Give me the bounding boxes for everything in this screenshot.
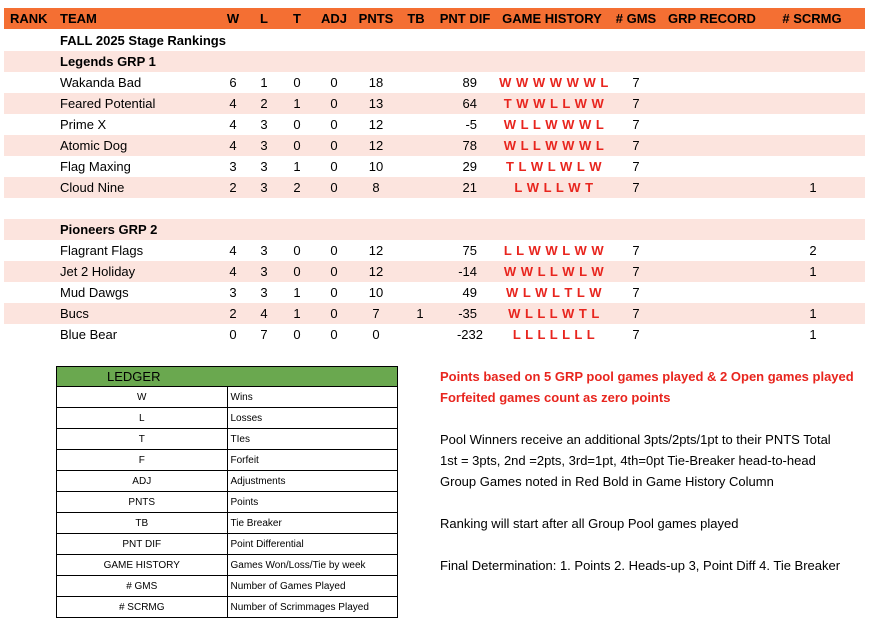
scrimmages: 1 <box>809 327 817 342</box>
games-played: 7 <box>632 285 640 300</box>
team-name: Bucs <box>60 306 89 321</box>
team-name: Prime X <box>60 117 107 132</box>
ledger-key: ADJ <box>57 471 228 492</box>
table-row <box>4 114 865 135</box>
table-row <box>4 324 865 345</box>
team-name: Mud Dawgs <box>60 285 129 300</box>
tie-breaker: 1 <box>416 306 424 321</box>
points: 18 <box>368 75 384 90</box>
adj: 0 <box>330 75 338 90</box>
scrimmages: 1 <box>809 180 817 195</box>
point-diff: 64 <box>462 96 477 111</box>
adj: 0 <box>330 138 338 153</box>
col-adj: ADJ <box>320 11 348 26</box>
ledger-row <box>57 534 398 555</box>
game-history: L W L L W T <box>514 180 594 195</box>
adj: 0 <box>330 264 338 279</box>
points: 8 <box>372 180 380 195</box>
losses: 3 <box>260 159 268 174</box>
ledger-row <box>57 555 398 576</box>
ties: 0 <box>293 327 301 342</box>
point-diff: 21 <box>462 180 477 195</box>
ties: 1 <box>293 306 301 321</box>
group-header <box>4 51 865 72</box>
games-played: 7 <box>632 96 640 111</box>
ties: 0 <box>293 264 301 279</box>
point-diff: 75 <box>462 243 477 258</box>
team-name: Flagrant Flags <box>60 243 144 258</box>
ledger-key: L <box>57 408 228 429</box>
points: 10 <box>368 285 384 300</box>
table-row <box>4 240 865 261</box>
games-played: 7 <box>632 180 640 195</box>
wins: 3 <box>229 159 237 174</box>
table-row <box>4 177 865 198</box>
losses: 4 <box>260 306 268 321</box>
ledger-value: Number of Scrimmages Played <box>227 597 398 618</box>
ledger-key: F <box>57 450 228 471</box>
point-diff: -14 <box>458 264 477 279</box>
ledger-value: Tie Breaker <box>227 513 398 534</box>
game-history: W W L L W L W <box>503 264 605 279</box>
point-diff: 49 <box>462 285 477 300</box>
wins: 2 <box>229 180 237 195</box>
game-history: W L L W W W L <box>503 138 605 153</box>
ledger-value: Losses <box>227 408 398 429</box>
ledger-value: Number of Games Played <box>227 576 398 597</box>
ledger-key: PNT DIF <box>57 534 228 555</box>
team-name: Blue Bear <box>60 327 118 342</box>
scrimmages: 1 <box>809 264 817 279</box>
losses: 7 <box>260 327 268 342</box>
adj: 0 <box>330 117 338 132</box>
game-history: W L L L W T L <box>508 306 600 321</box>
game-history: T W W L L W W <box>503 96 605 111</box>
point-diff: -5 <box>465 117 477 132</box>
table-header <box>4 8 865 29</box>
ledger-key: PNTS <box>57 492 228 513</box>
ties: 1 <box>293 159 301 174</box>
ledger-title: LEDGER <box>57 367 228 387</box>
point-diff: 89 <box>462 75 477 90</box>
ledger-key: W <box>57 387 228 408</box>
ledger-value: Forfeit <box>227 450 398 471</box>
ties: 0 <box>293 138 301 153</box>
losses: 3 <box>260 243 268 258</box>
ledger-header <box>57 367 398 387</box>
adj: 0 <box>330 243 338 258</box>
game-history: W L W L T L W <box>505 285 603 300</box>
adj: 0 <box>330 96 338 111</box>
adj: 0 <box>330 327 338 342</box>
adj: 0 <box>330 180 338 195</box>
table-row <box>4 156 865 177</box>
games-played: 7 <box>632 327 640 342</box>
point-diff: -232 <box>456 327 483 342</box>
table-row <box>4 261 865 282</box>
wins: 0 <box>229 327 237 342</box>
ties: 1 <box>293 285 301 300</box>
note-ranking-start: Ranking will start after all Group Pool games played <box>440 516 739 531</box>
col-grp-record: GRP RECORD <box>668 11 756 26</box>
point-diff: 78 <box>462 138 477 153</box>
ledger-row <box>57 471 398 492</box>
note-group-games: Group Games noted in Red Bold in Game History Column <box>440 474 774 489</box>
col-l: L <box>260 11 268 26</box>
ledger-row <box>57 492 398 513</box>
wins: 6 <box>229 75 237 90</box>
team-name: Feared Potential <box>60 96 156 111</box>
games-played: 7 <box>632 264 640 279</box>
table-row <box>4 72 865 93</box>
note-forfeit: Forfeited games count as zero points <box>440 390 671 405</box>
col-pnt-dif: PNT DIF <box>439 11 491 26</box>
ties: 0 <box>293 243 301 258</box>
scrimmages: 2 <box>809 243 817 258</box>
ledger-row <box>57 513 398 534</box>
wins: 2 <box>229 306 237 321</box>
col-w: W <box>226 11 240 26</box>
group-name: Legends GRP 1 <box>60 54 156 69</box>
wins: 4 <box>229 117 237 132</box>
wins: 4 <box>229 96 237 111</box>
points: 13 <box>368 96 384 111</box>
ledger-value: Point Differential <box>227 534 398 555</box>
season-title: FALL 2025 Stage Rankings <box>60 33 226 48</box>
ledger-key: TB <box>57 513 228 534</box>
points: 12 <box>368 243 384 258</box>
ledger-row <box>57 576 398 597</box>
ledger-row <box>57 450 398 471</box>
points: 12 <box>368 138 384 153</box>
ledger-row <box>57 429 398 450</box>
col-gms: # GMS <box>615 11 657 26</box>
losses: 3 <box>260 138 268 153</box>
game-history: L L L L L L L <box>512 327 596 342</box>
col-team: TEAM <box>60 11 97 26</box>
ledger-value: Wins <box>227 387 398 408</box>
group-name: Pioneers GRP 2 <box>60 222 158 237</box>
wins: 4 <box>229 264 237 279</box>
table-row <box>4 303 865 324</box>
ledger-key: # GMS <box>57 576 228 597</box>
games-played: 7 <box>632 243 640 258</box>
adj: 0 <box>330 285 338 300</box>
games-played: 7 <box>632 138 640 153</box>
points: 10 <box>368 159 384 174</box>
table-row <box>4 93 865 114</box>
points: 0 <box>372 327 380 342</box>
season-title-row <box>4 30 865 51</box>
wins: 3 <box>229 285 237 300</box>
losses: 3 <box>260 180 268 195</box>
col-t: T <box>293 11 301 26</box>
team-name: Jet 2 Holiday <box>60 264 136 279</box>
note-final-determination: Final Determination: 1. Points 2. Heads-up 3, Point Diff 4. Tie Breaker <box>440 558 841 573</box>
table-row <box>4 135 865 156</box>
points: 12 <box>368 117 384 132</box>
team-name: Cloud Nine <box>60 180 125 195</box>
ledger-row <box>57 408 398 429</box>
team-name: Flag Maxing <box>60 159 131 174</box>
point-diff: -35 <box>458 306 477 321</box>
wins: 4 <box>229 243 237 258</box>
col-game-history: GAME HISTORY <box>502 11 602 26</box>
col-tb: TB <box>407 11 425 26</box>
group-header <box>4 219 865 240</box>
losses: 1 <box>260 75 268 90</box>
game-history: L L W W L W W <box>503 243 605 258</box>
ties: 1 <box>293 96 301 111</box>
adj: 0 <box>330 159 338 174</box>
ledger-row <box>57 387 398 408</box>
game-history: T L W L W L W <box>505 159 603 174</box>
losses: 2 <box>260 96 268 111</box>
games-played: 7 <box>632 75 640 90</box>
ledger-row <box>57 597 398 618</box>
ledger-value: Points <box>227 492 398 513</box>
ledger-table <box>56 366 398 618</box>
team-name: Wakanda Bad <box>60 75 142 90</box>
game-history: W L L W W W L <box>503 117 605 132</box>
points: 7 <box>372 306 380 321</box>
scrimmages: 1 <box>809 306 817 321</box>
ledger-key: GAME HISTORY <box>57 555 228 576</box>
point-diff: 29 <box>462 159 477 174</box>
wins: 4 <box>229 138 237 153</box>
ledger-value: TIes <box>227 429 398 450</box>
games-played: 7 <box>632 159 640 174</box>
col-pnts: PNTS <box>358 11 394 26</box>
losses: 3 <box>260 264 268 279</box>
ledger-key: # SCRMG <box>57 597 228 618</box>
col-scrmg: # SCRMG <box>782 11 842 26</box>
note-points-basis: Points based on 5 GRP pool games played & 2 Open games played <box>440 369 854 384</box>
note-pool-winners: Pool Winners receive an additional 3pts/2pts/1pt to their PNTS Total <box>440 432 831 447</box>
ties: 0 <box>293 117 301 132</box>
ties: 2 <box>293 180 301 195</box>
table-row <box>4 282 865 303</box>
losses: 3 <box>260 285 268 300</box>
ties: 0 <box>293 75 301 90</box>
game-history: W W W W W W L <box>499 75 609 90</box>
losses: 3 <box>260 117 268 132</box>
adj: 0 <box>330 306 338 321</box>
ledger-key: T <box>57 429 228 450</box>
note-place-points: 1st = 3pts, 2nd =2pts, 3rd=1pt, 4th=0pt Tie-Breaker head-to-head <box>440 453 816 468</box>
games-played: 7 <box>632 306 640 321</box>
col-rank: RANK <box>10 11 48 26</box>
ledger-value: Adjustments <box>227 471 398 492</box>
team-name: Atomic Dog <box>60 138 128 153</box>
ledger-value: Games Won/Loss/Tie by week <box>227 555 398 576</box>
points: 12 <box>368 264 384 279</box>
games-played: 7 <box>632 117 640 132</box>
